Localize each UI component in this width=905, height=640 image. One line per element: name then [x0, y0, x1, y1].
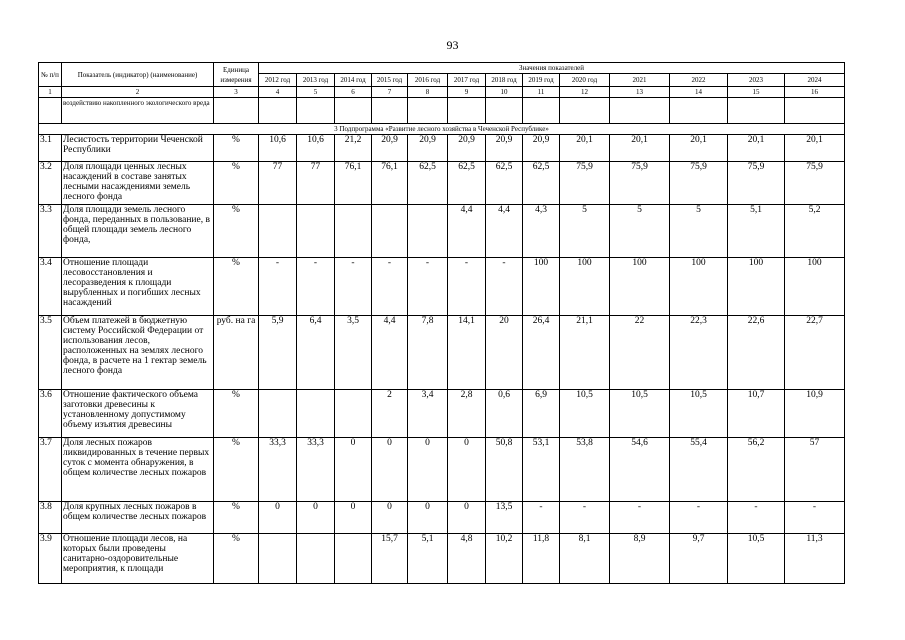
header-year: 2014 год [335, 74, 372, 87]
value-cell: 4,4 [448, 205, 486, 258]
value-cell [335, 205, 372, 258]
value-cell: 62,5 [408, 162, 448, 205]
row-number: 3.4 [39, 258, 62, 316]
value-cell [408, 98, 448, 124]
value-cell: - [372, 258, 408, 316]
column-number: 10 [486, 87, 523, 98]
header-year: 2017 год [448, 74, 486, 87]
value-cell: 62,5 [486, 162, 523, 205]
value-cell: 53,1 [523, 438, 560, 502]
column-number: 13 [610, 87, 670, 98]
row-number: 3.9 [39, 534, 62, 584]
value-cell: 9,7 [670, 534, 728, 584]
column-number: 12 [560, 87, 610, 98]
value-cell: 100 [610, 258, 670, 316]
value-cell: 22,6 [728, 316, 785, 390]
indicator-name: Отношение площади лесовосстановления и лесоразведения к площади вырубленных и погибших лесных насаждений [62, 258, 214, 316]
value-cell: 62,5 [523, 162, 560, 205]
value-cell: 2 [372, 390, 408, 438]
row-number: 3.2 [39, 162, 62, 205]
table-row [39, 438, 845, 502]
value-cell [335, 534, 372, 584]
value-cell: 10,2 [486, 534, 523, 584]
value-cell: 75,9 [610, 162, 670, 205]
value-cell: 0 [448, 502, 486, 534]
value-cell: 21,2 [335, 135, 372, 162]
unit-cell: % [214, 438, 259, 502]
value-cell: 22 [610, 316, 670, 390]
table-row [39, 502, 845, 534]
value-cell [335, 98, 372, 124]
indicator-name: Доля лесных пожаров ликвидированных в течение первых суток с момента обнаружения, в общем количестве лесных пожаров [62, 438, 214, 502]
value-cell [259, 534, 297, 584]
value-cell: 4,4 [372, 316, 408, 390]
value-cell: 10,7 [728, 390, 785, 438]
value-cell [297, 205, 335, 258]
unit-cell: % [214, 258, 259, 316]
value-cell: 11,8 [523, 534, 560, 584]
value-cell: 33,3 [259, 438, 297, 502]
value-cell: 0,6 [486, 390, 523, 438]
unit-cell: % [214, 390, 259, 438]
header-year: 2023 [728, 74, 785, 87]
value-cell: 33,3 [297, 438, 335, 502]
value-cell [259, 98, 297, 124]
header-year: 2024 [785, 74, 845, 87]
value-cell: 5,2 [785, 205, 845, 258]
value-cell: 20,1 [560, 135, 610, 162]
value-cell [408, 205, 448, 258]
value-cell [523, 98, 560, 124]
header-unit: Единица измерения [214, 63, 259, 87]
value-cell: 22,3 [670, 316, 728, 390]
value-cell [448, 98, 486, 124]
value-cell: 20,9 [486, 135, 523, 162]
value-cell: 56,2 [728, 438, 785, 502]
value-cell: 6,4 [297, 316, 335, 390]
value-cell: - [408, 258, 448, 316]
value-cell: 50,8 [486, 438, 523, 502]
header-year: 2021 [610, 74, 670, 87]
value-cell: 77 [297, 162, 335, 205]
value-cell: 10,5 [670, 390, 728, 438]
value-cell: 77 [259, 162, 297, 205]
value-cell: 13,5 [486, 502, 523, 534]
indicator-name: Отношение фактического объема заготовки древесины к установленному допустимому объему изъятия древесины [62, 390, 214, 438]
header-values-title: Значения показателей [259, 63, 845, 74]
table-row [39, 534, 845, 584]
value-cell: 100 [523, 258, 560, 316]
unit-cell: % [214, 162, 259, 205]
value-cell: 100 [785, 258, 845, 316]
value-cell: 100 [728, 258, 785, 316]
value-cell: 4,3 [523, 205, 560, 258]
header-year: 2012 год [259, 74, 297, 87]
indicator-name: Отношение площади лесов, на которых были проведены санитарно-оздоровительные мероприятия, к площади [62, 534, 214, 584]
value-cell: 75,9 [670, 162, 728, 205]
value-cell: 75,9 [560, 162, 610, 205]
row-number: 3.5 [39, 316, 62, 390]
table-row [39, 98, 845, 124]
value-cell [486, 98, 523, 124]
value-cell: 57 [785, 438, 845, 502]
value-cell: 22,7 [785, 316, 845, 390]
indicator-name: Доля площади земель лесного фонда, переданных в пользование, в общей площади земель лесного фонда, [62, 205, 214, 258]
column-number: 8 [408, 87, 448, 98]
value-cell: - [297, 258, 335, 316]
header-year: 2020 год [560, 74, 610, 87]
value-cell: 0 [408, 502, 448, 534]
value-cell: 0 [335, 502, 372, 534]
value-cell: 7,8 [408, 316, 448, 390]
value-cell: 54,6 [610, 438, 670, 502]
value-cell: - [523, 502, 560, 534]
row-number [39, 98, 62, 124]
column-number: 4 [259, 87, 297, 98]
value-cell: 5 [670, 205, 728, 258]
value-cell: 15,7 [372, 534, 408, 584]
row-number: 3.3 [39, 205, 62, 258]
value-cell [372, 205, 408, 258]
value-cell: 10,5 [560, 390, 610, 438]
value-cell: 20,9 [372, 135, 408, 162]
value-cell: 14,1 [448, 316, 486, 390]
value-cell: 4,4 [486, 205, 523, 258]
column-number: 14 [670, 87, 728, 98]
value-cell: 5 [560, 205, 610, 258]
row-number: 3.1 [39, 135, 62, 162]
header-year: 2022 [670, 74, 728, 87]
value-cell: 5,9 [259, 316, 297, 390]
column-number: 5 [297, 87, 335, 98]
row-number: 3.7 [39, 438, 62, 502]
value-cell: 0 [335, 438, 372, 502]
row-number: 3.6 [39, 390, 62, 438]
header-indicator: Показатель (индикатор) (наименование) [62, 63, 214, 87]
value-cell [560, 98, 610, 124]
value-cell: 8,1 [560, 534, 610, 584]
value-cell: 53,8 [560, 438, 610, 502]
value-cell: - [728, 502, 785, 534]
value-cell [259, 205, 297, 258]
value-cell: 10,6 [259, 135, 297, 162]
value-cell: 62,5 [448, 162, 486, 205]
indicator-name: Объем платежей в бюджетную систему Российской Федерации от использования лесов, расположенных на землях лесного фонда, в расчете на 1 гектар земель лесного фонда [62, 316, 214, 390]
value-cell: 75,9 [728, 162, 785, 205]
value-cell: 10,5 [610, 390, 670, 438]
value-cell: 20,1 [785, 135, 845, 162]
header-no: № п/п [39, 63, 62, 87]
indicator-name: Лесистость территории Чеченской Республики [62, 135, 214, 162]
column-number: 6 [335, 87, 372, 98]
column-number: 16 [785, 87, 845, 98]
column-number: 9 [448, 87, 486, 98]
value-cell: 100 [670, 258, 728, 316]
indicators-table [38, 62, 845, 584]
unit-cell: % [214, 502, 259, 534]
value-cell: 0 [448, 438, 486, 502]
value-cell: 11,3 [785, 534, 845, 584]
column-number: 3 [214, 87, 259, 98]
value-cell: 10,5 [728, 534, 785, 584]
value-cell [372, 98, 408, 124]
value-cell: 20,1 [728, 135, 785, 162]
column-number: 11 [523, 87, 560, 98]
table-row [39, 316, 845, 390]
value-cell: 0 [372, 438, 408, 502]
value-cell: 76,1 [372, 162, 408, 205]
value-cell: 20,9 [408, 135, 448, 162]
column-number: 15 [728, 87, 785, 98]
page-number: 93 [446, 38, 459, 52]
table-row [39, 162, 845, 205]
value-cell [297, 390, 335, 438]
unit-cell: % [214, 135, 259, 162]
value-cell: 76,1 [335, 162, 372, 205]
value-cell: 0 [297, 502, 335, 534]
indicator-name: Доля крупных лесных пожаров в общем количестве лесных пожаров [62, 502, 214, 534]
value-cell: 4,8 [448, 534, 486, 584]
value-cell: 3,4 [408, 390, 448, 438]
value-cell: 20,9 [523, 135, 560, 162]
value-cell [670, 98, 728, 124]
value-cell: 10,6 [297, 135, 335, 162]
value-cell: 20,1 [670, 135, 728, 162]
unit-cell: % [214, 205, 259, 258]
value-cell: - [448, 258, 486, 316]
value-cell: 20,9 [448, 135, 486, 162]
value-cell [297, 534, 335, 584]
value-cell: 21,1 [560, 316, 610, 390]
value-cell: 2,8 [448, 390, 486, 438]
value-cell: 0 [408, 438, 448, 502]
value-cell: 5 [610, 205, 670, 258]
value-cell: - [785, 502, 845, 534]
table-row [39, 258, 845, 316]
value-cell: 26,4 [523, 316, 560, 390]
table-row [39, 205, 845, 258]
value-cell: 5,1 [408, 534, 448, 584]
value-cell [728, 98, 785, 124]
value-cell: 3,5 [335, 316, 372, 390]
value-cell: 75,9 [785, 162, 845, 205]
unit-cell: % [214, 534, 259, 584]
value-cell: 5,1 [728, 205, 785, 258]
header-year: 2018 год [486, 74, 523, 87]
header-year: 2016 год [408, 74, 448, 87]
value-cell [335, 390, 372, 438]
subprogram-row [39, 124, 845, 135]
value-cell: - [610, 502, 670, 534]
value-cell [297, 98, 335, 124]
value-cell: 6,9 [523, 390, 560, 438]
header-year: 2019 год [523, 74, 560, 87]
indicator-name: воздействию накопленного экологического вреда [62, 98, 214, 124]
column-number: 1 [39, 87, 62, 98]
value-cell: 10,9 [785, 390, 845, 438]
value-cell: 20,1 [610, 135, 670, 162]
value-cell: 100 [560, 258, 610, 316]
value-cell: 0 [259, 502, 297, 534]
indicator-name: Доля площади ценных лесных насаждений в составе занятых лесными насаждениями земель лесного фонда [62, 162, 214, 205]
value-cell [785, 98, 845, 124]
value-cell: - [259, 258, 297, 316]
value-cell: 55,4 [670, 438, 728, 502]
row-number: 3.8 [39, 502, 62, 534]
table-row [39, 390, 845, 438]
unit-cell [214, 98, 259, 124]
subprogram-title: 3 Подпрограмма «Развитие лесного хозяйства в Чеченской Республике» [39, 124, 845, 135]
header-year: 2013 год [297, 74, 335, 87]
column-number: 2 [62, 87, 214, 98]
table-row [39, 135, 845, 162]
unit-cell: руб. на га [214, 316, 259, 390]
column-number: 7 [372, 87, 408, 98]
value-cell: 0 [372, 502, 408, 534]
value-cell [259, 390, 297, 438]
value-cell: - [560, 502, 610, 534]
value-cell: 8,9 [610, 534, 670, 584]
value-cell: - [486, 258, 523, 316]
value-cell: - [335, 258, 372, 316]
value-cell: - [670, 502, 728, 534]
value-cell: 20 [486, 316, 523, 390]
header-year: 2015 год [372, 74, 408, 87]
value-cell [610, 98, 670, 124]
